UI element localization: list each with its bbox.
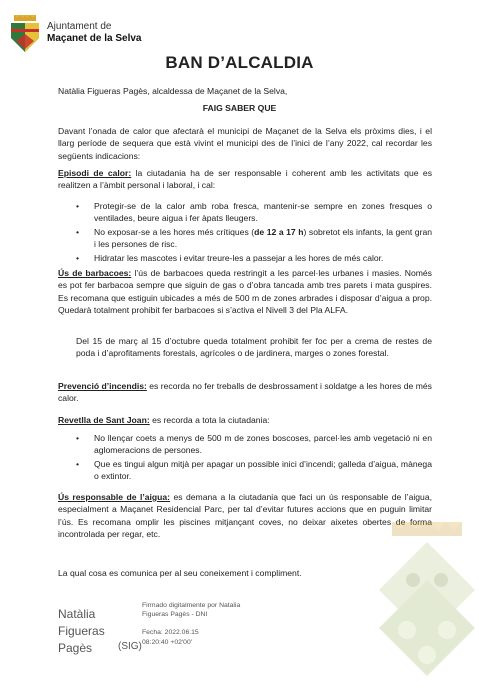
water-use-text: es demana a la ciutadania que faci un ús responsable de l’aigua, especialment a Maçanet Residencial Parc, per tal d’evitar futures accions que en puguin limitar l’ús. Es recomana omplir les piscines mitjançant coves, no deixar aixetes obertes de forma incontrolada per regar, etc. [58, 492, 432, 540]
barbecue-text: l’ús de barbacoes queda restringit a les parcel·les urbanes i masies. Només es pot fer barbacoa sempre que siguin de gas o d’obra tancada amb tres parets i mata guspires. Es recomana que estiguin ubicades a més de 500 m de zones arbrades i disposar d’aigua a prop. Quedarà totalment prohibit fer barbacoes si s’activa el Nivell 3 del Pla ALFA. [58, 268, 432, 316]
org-name-line2: Maçanet de la Selva [47, 33, 142, 44]
barbecue-label: Ús de barbacoes: [58, 268, 132, 278]
signature-time: 08:20:40 +02'00' [142, 638, 193, 646]
context-paragraph: Davant l’onada de calor que afectarà el municipi de Maçanet de la Selva els pròxims dies, i el llarg període de sequera que està vivint el municipi des de l’inici de l’any 2022, cal recordar les següents indicacions: [58, 126, 432, 161]
municipal-coat-of-arms-logo [8, 14, 42, 54]
barbecue-paragraph [58, 267, 432, 317]
document-title: BAN D’ALCALDIA [165, 53, 314, 72]
closing-line: La qual cosa es comunica per al seu coneixement i compliment. [58, 568, 302, 578]
fire-prevention-label: Prevenció d’incendis: [58, 381, 147, 391]
intro-line: Natàlia Figueras Pagès, alcaldessa de Maçanet de la Selva, [58, 86, 288, 96]
list-item: • Que es tingui algun mitjà per apagar un possible inici d’incendi; galleda d’aigua, mànega o extintor. [76, 458, 432, 483]
org-name-line1: Ajuntament de [47, 21, 112, 32]
signature-date: Fecha: 2022.06.15 [142, 629, 199, 637]
signature-name: Natàlia Figueras Pagès [58, 607, 105, 655]
heat-episode-text: la ciutadania ha de ser responsable i coherent amb les activitats que es realitzen a l’àmbit personal i laboral, i cal: [58, 168, 432, 191]
list-item: • Protegir-se de la calor amb roba fresca, mantenir-se sempre en zones fresques o ventilades, beure aigua i fer àpats lleugers. [76, 200, 432, 225]
sant-joan-text: es recorda a tota la ciutadania: [149, 415, 270, 425]
list-item: • Hidratar les mascotes i evitar treure-les a passejar a les hores de més calor. [76, 252, 432, 264]
sant-joan-list [76, 432, 432, 484]
watermark-coat-of-arms [367, 520, 479, 695]
signature-tag: (SIG) [118, 641, 142, 652]
heat-episode-list [76, 200, 432, 265]
fire-ban-paragraph: Del 15 de març al 15 d’octubre queda totalment prohibit fer foc per a crema de restes de poda i d’aprofitaments forestals, agrícoles o de jardinera, marges o zones forestal. [76, 336, 432, 359]
fire-prevention-paragraph [58, 380, 432, 405]
water-use-label: Ús responsable de l’aigua: [58, 492, 171, 502]
heat-episode-label: Episodi de calor: [58, 168, 132, 178]
signature-details-text: Firmado digitalmente por Natalia Figueras Pagès - DNI [142, 602, 241, 619]
digital-signature-details [142, 601, 252, 647]
list-item: • No exposar-se a les hores més crítiques (de 12 a 17 h) sobretot els infants, la gent gran i les persones de risc. [76, 226, 432, 251]
list-item: • No llençar coets a menys de 500 m de zones boscoses, parcel·les amb vegetació ni en aglomeracions de persones. [76, 432, 432, 457]
announcement-heading: FAIG SABER QUE [202, 103, 277, 113]
sant-joan-label: Revetlla de Sant Joan: [58, 415, 150, 425]
sant-joan-paragraph [58, 414, 432, 426]
heat-episode-paragraph [58, 167, 432, 192]
fire-prevention-text: es recorda no fer treballs de desbrossament i soldatge a les hores de més calor. [58, 381, 432, 404]
